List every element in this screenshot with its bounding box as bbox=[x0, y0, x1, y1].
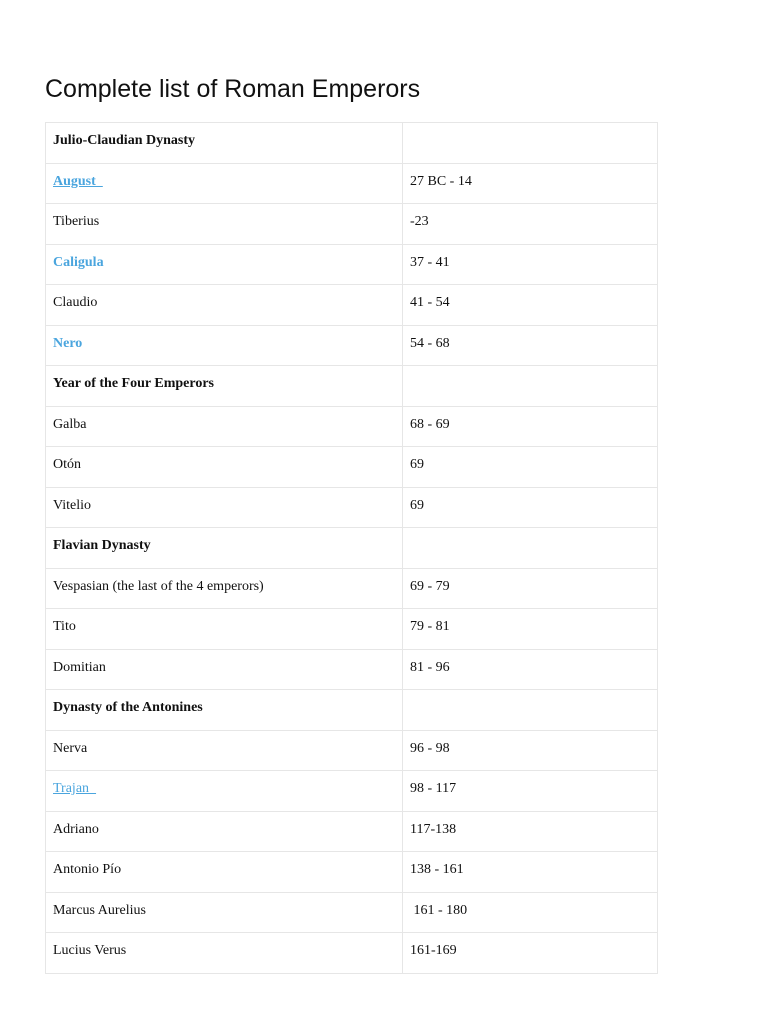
reign-years-cell bbox=[403, 366, 658, 407]
reign-years-cell bbox=[403, 811, 658, 852]
emperor-name-cell bbox=[46, 892, 403, 933]
table-row bbox=[46, 609, 658, 650]
table-row bbox=[46, 204, 658, 245]
reign-years: 27 BC - 14 bbox=[410, 173, 472, 189]
emperor-name-cell bbox=[46, 204, 403, 245]
emperors-table-body bbox=[46, 123, 658, 974]
emperor-name: Galba bbox=[53, 416, 87, 432]
table-row bbox=[46, 447, 658, 488]
reign-years-cell bbox=[403, 730, 658, 771]
table-row bbox=[46, 852, 658, 893]
emperor-name: Lucius Verus bbox=[53, 943, 127, 958]
emperor-name-cell bbox=[46, 285, 403, 326]
reign-years-cell bbox=[403, 204, 658, 245]
emperor-name-cell bbox=[46, 609, 403, 650]
reign-years: 98 - 117 bbox=[410, 781, 457, 796]
table-row bbox=[46, 933, 658, 974]
emperor-name-cell bbox=[46, 487, 403, 528]
reign-years-cell bbox=[403, 325, 658, 366]
emperor-name-cell bbox=[46, 730, 403, 771]
reign-years-cell bbox=[403, 771, 658, 812]
table-row bbox=[46, 568, 658, 609]
reign-years-cell bbox=[403, 649, 658, 690]
section-name-cell bbox=[46, 366, 403, 407]
table-row bbox=[46, 771, 658, 812]
reign-years-cell bbox=[403, 933, 658, 974]
section-title: Flavian Dynasty bbox=[53, 538, 151, 553]
emperor-name-cell bbox=[46, 933, 403, 974]
table-row bbox=[46, 649, 658, 690]
reign-years: 69 bbox=[410, 497, 424, 513]
reign-years-cell bbox=[403, 487, 658, 528]
section-name-cell bbox=[46, 690, 403, 731]
emperor-name: Vespasian (the last of the 4 emperors) bbox=[53, 578, 264, 594]
reign-years: 96 - 98 bbox=[410, 740, 450, 756]
section-header-row bbox=[46, 366, 658, 407]
reign-years: 138 - 161 bbox=[410, 862, 464, 877]
emperor-name-cell bbox=[46, 568, 403, 609]
reign-years-cell bbox=[403, 123, 658, 164]
table-row bbox=[46, 163, 658, 204]
emperor-name-cell bbox=[46, 649, 403, 690]
reign-years-cell bbox=[403, 406, 658, 447]
emperor-name-cell bbox=[46, 244, 403, 285]
emperor-name: Otón bbox=[53, 457, 81, 472]
reign-years-cell bbox=[403, 690, 658, 731]
emperor-name: Domitian bbox=[53, 659, 106, 675]
emperor-name: Claudio bbox=[53, 295, 98, 310]
reign-years: 69 - 79 bbox=[410, 578, 450, 594]
emperor-link[interactable]: Nero bbox=[53, 335, 83, 351]
reign-years: 41 - 54 bbox=[410, 295, 450, 310]
emperor-link[interactable]: August bbox=[53, 173, 103, 189]
section-name-cell bbox=[46, 528, 403, 569]
table-row bbox=[46, 325, 658, 366]
emperor-name-cell bbox=[46, 771, 403, 812]
emperor-name-cell bbox=[46, 811, 403, 852]
page-title: Complete list of Roman Emperors bbox=[45, 75, 421, 103]
emperor-name: Tito bbox=[53, 619, 76, 634]
table-row bbox=[46, 244, 658, 285]
reign-years: 68 - 69 bbox=[410, 416, 450, 432]
section-title: Julio-Claudian Dynasty bbox=[53, 133, 195, 148]
reign-years: 161 - 180 bbox=[410, 902, 468, 918]
reign-years: 161-169 bbox=[410, 943, 457, 958]
emperor-name: Tiberius bbox=[53, 214, 100, 229]
emperor-name-cell bbox=[46, 447, 403, 488]
reign-years: 117-138 bbox=[410, 821, 457, 837]
reign-years: 37 - 41 bbox=[410, 254, 450, 270]
reign-years-cell bbox=[403, 528, 658, 569]
reign-years-cell bbox=[403, 447, 658, 488]
reign-years-cell bbox=[403, 568, 658, 609]
reign-years-cell bbox=[403, 163, 658, 204]
reign-years-cell bbox=[403, 244, 658, 285]
emperors-table bbox=[45, 122, 658, 974]
emperor-name-cell bbox=[46, 406, 403, 447]
table-row bbox=[46, 487, 658, 528]
table-row bbox=[46, 406, 658, 447]
table-row bbox=[46, 892, 658, 933]
emperor-name: Vitelio bbox=[53, 497, 92, 513]
section-title: Year of the Four Emperors bbox=[53, 376, 214, 391]
table-row bbox=[46, 285, 658, 326]
table-row bbox=[46, 730, 658, 771]
reign-years-cell bbox=[403, 892, 658, 933]
section-name-cell bbox=[46, 123, 403, 164]
emperor-name: Marcus Aurelius bbox=[53, 902, 146, 918]
reign-years-cell bbox=[403, 285, 658, 326]
reign-years: 54 - 68 bbox=[410, 335, 450, 351]
emperor-name: Antonio Pío bbox=[53, 862, 122, 877]
reign-years-cell bbox=[403, 609, 658, 650]
emperor-name-cell bbox=[46, 852, 403, 893]
emperor-name-cell bbox=[46, 325, 403, 366]
emperor-link[interactable]: Trajan bbox=[53, 781, 97, 796]
section-header-row bbox=[46, 123, 658, 164]
reign-years: -23 bbox=[410, 214, 429, 229]
reign-years: 69 bbox=[410, 457, 424, 472]
table-row bbox=[46, 811, 658, 852]
emperor-name: Adriano bbox=[53, 821, 99, 837]
emperor-name-cell bbox=[46, 163, 403, 204]
reign-years-cell bbox=[403, 852, 658, 893]
reign-years: 81 - 96 bbox=[410, 659, 450, 675]
reign-years: 79 - 81 bbox=[410, 619, 450, 634]
emperor-link[interactable]: Caligula bbox=[53, 254, 104, 270]
section-title: Dynasty of the Antonines bbox=[53, 700, 203, 715]
emperor-name: Nerva bbox=[53, 740, 88, 756]
section-header-row bbox=[46, 528, 658, 569]
section-header-row bbox=[46, 690, 658, 731]
